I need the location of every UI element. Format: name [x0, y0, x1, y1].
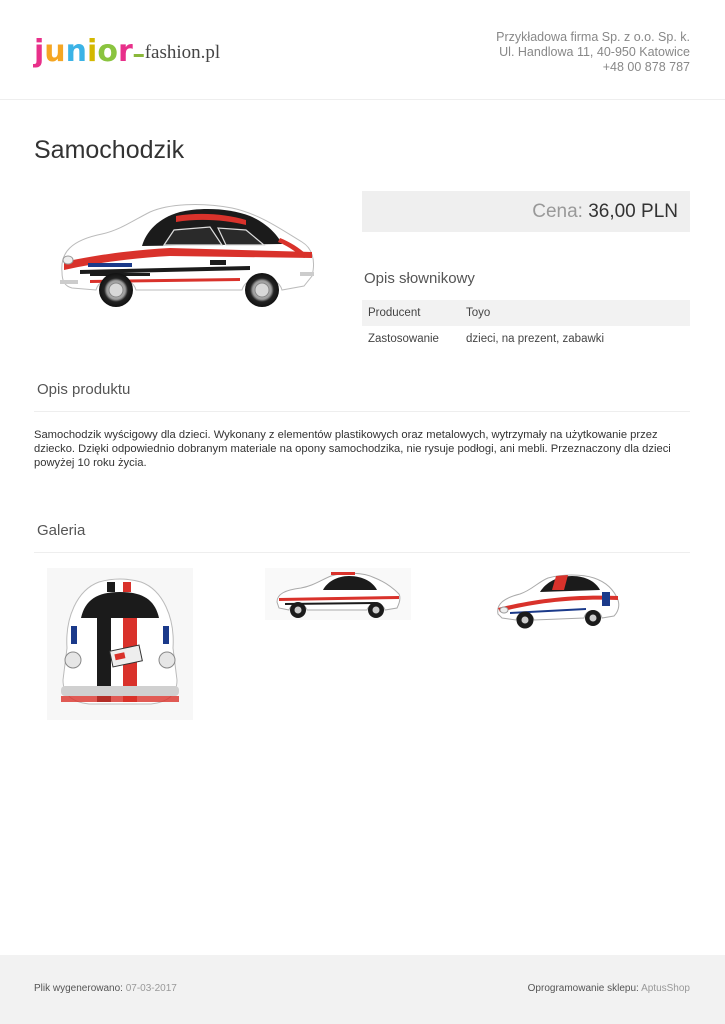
software-label: Oprogramowanie sklepu:: [527, 983, 639, 994]
price-label: Cena:: [532, 201, 583, 222]
dictionary-title: Opis słownikowy: [364, 270, 475, 287]
table-row: [362, 326, 690, 352]
product-title: Samochodzik: [34, 136, 185, 164]
logo-letter: i: [87, 34, 98, 69]
section-divider: [34, 552, 690, 553]
attribute-value: Toyo: [466, 307, 491, 319]
attribute-key: Producent: [368, 307, 421, 319]
logo-letter: n: [65, 34, 88, 69]
logo-letter: u: [44, 34, 66, 69]
page-header: [0, 0, 725, 100]
generated-info: [34, 983, 177, 994]
logo-fashion-text: fashion.pl: [144, 42, 221, 63]
description-title: Opis produktu: [37, 381, 131, 398]
software-info: [528, 983, 690, 994]
company-address: Ul. Handlowa 11, 40-950 Katowice: [499, 45, 690, 59]
gallery-thumbnail-angle[interactable]: [490, 568, 622, 634]
logo-letter: r: [117, 34, 133, 69]
table-row: [362, 300, 690, 326]
price-box: [362, 191, 690, 232]
logo-separator: ▬: [133, 49, 144, 60]
gallery-thumbnail-side[interactable]: [265, 568, 411, 620]
gallery-thumbnail-front[interactable]: [47, 568, 193, 720]
page-footer: [0, 955, 725, 1024]
product-main-image[interactable]: [50, 190, 325, 315]
price-value: 36,00 PLN: [588, 201, 678, 222]
generated-label: Plik wygenerowano:: [34, 983, 123, 994]
company-info: [496, 30, 690, 75]
gallery-title: Galeria: [37, 522, 86, 539]
software-link[interactable]: AptusShop: [641, 983, 690, 994]
company-phone: +48 00 878 787: [602, 60, 690, 74]
generated-date: 07-03-2017: [125, 983, 177, 994]
attribute-key: Zastosowanie: [368, 333, 439, 345]
logo-letter: j: [34, 34, 45, 69]
product-description: Samochodzik wyścigowy dla dzieci. Wykonany z elementów plastikowych oraz metalowych, wytrzymały na użytkowanie przez dziecko. Dzięki odpowiednio dobranym materiale na opony samochodzika, nie rysuje podłogi, ani mebli. Przeznaczony dla dzieci powyżej 10 roku życia.: [34, 429, 671, 469]
section-divider: [34, 411, 690, 412]
logo-junior-text: [34, 34, 133, 70]
attribute-value: dzieci, na prezent, zabawki: [466, 333, 605, 345]
company-name: Przykładowa firma Sp. z o.o. Sp. k.: [496, 30, 690, 44]
logo-letter: o: [97, 34, 118, 69]
dictionary-table: [362, 300, 690, 352]
shop-logo[interactable]: [34, 30, 220, 70]
